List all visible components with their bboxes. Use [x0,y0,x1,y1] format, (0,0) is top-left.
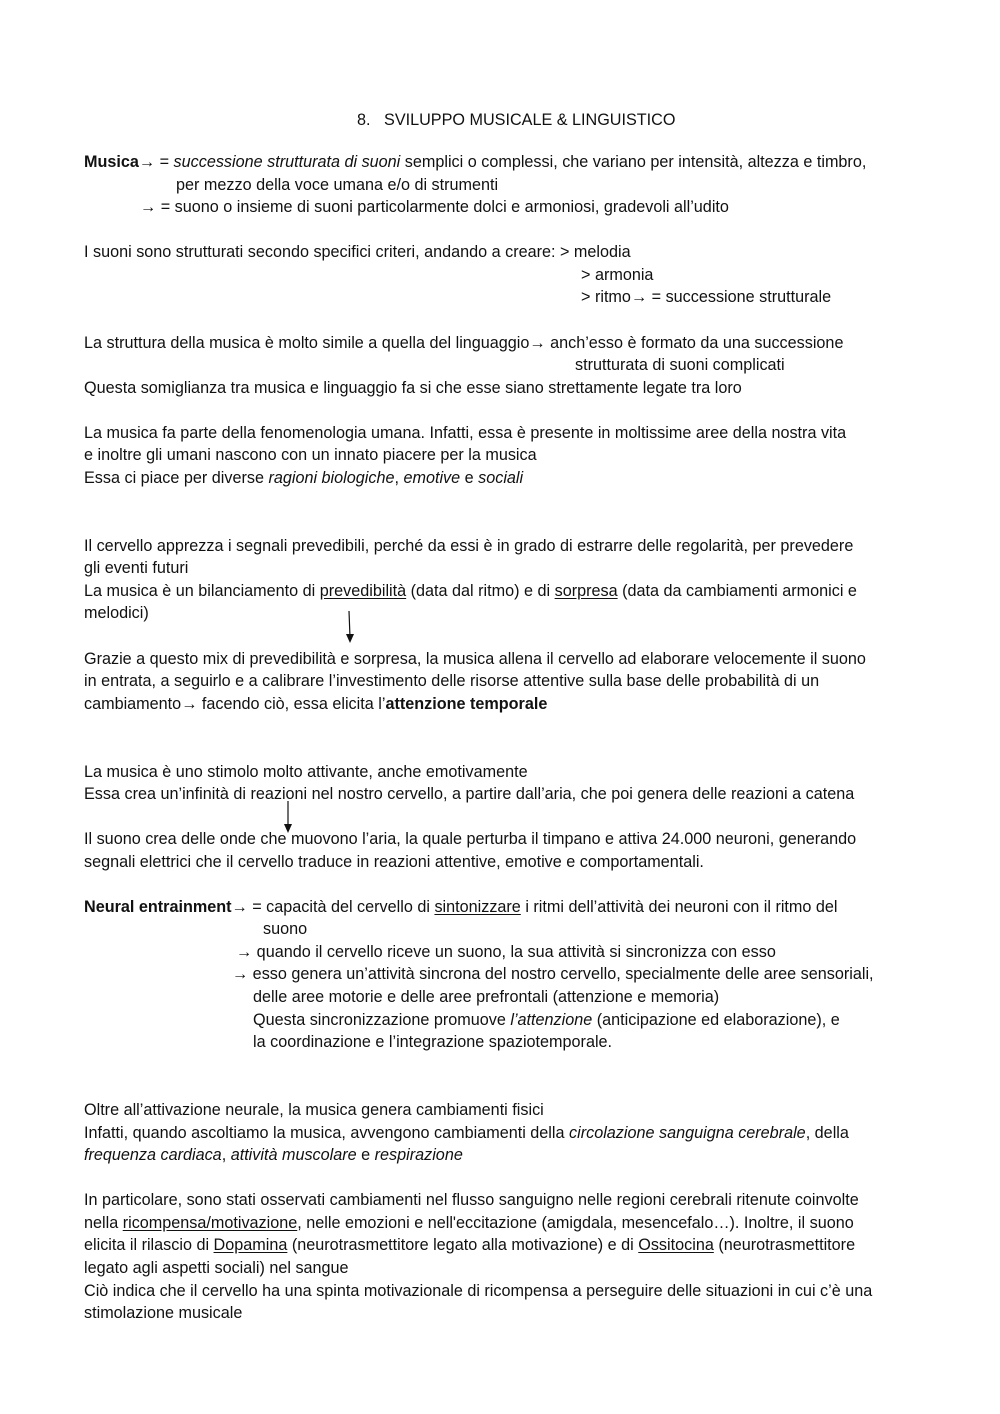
text: Infatti, quando ascoltiamo la musica, avvengono cambiamenti della [84,1124,570,1142]
text: , [221,1146,231,1164]
underlined-term: prevedibilità [319,582,407,600]
emphasis: ragioni biologiche [268,469,395,487]
grazie-line-1: Grazie a questo mix di prevedibilità e sorpresa, la musica allena il cervello ad elaborare velocemente il suono [84,650,866,668]
text: (data dal ritmo) e di [406,582,555,600]
stimolo-line-1: La musica è uno stimolo molto attivante, anche emotivamente [84,763,528,781]
emphasis: emotive [403,469,461,487]
emphasis: frequenza cardiaca [84,1146,222,1164]
criteri-line-3 [581,286,831,309]
grazie-line-2: in entrata, a seguirlo e a calibrare l’investimento delle risorse attentive sulla base delle probabilità di un [84,672,820,690]
emphasis: attività muscolare [230,1146,357,1164]
text: = [159,153,174,171]
neural-line-7: la coordinazione e l’integrazione spaziotemporale. [253,1033,613,1051]
neural-line-4 [232,963,874,986]
musica-term: Musica [84,153,139,171]
arrow-right-icon: → [236,943,253,961]
neural-line-3 [236,941,776,964]
text: (anticipazione ed elaborazione), e [592,1011,840,1029]
text: esso genera un’attività sincrona del nostro cervello, specialmente delle aree sensoriali, [248,965,874,983]
particolare-line-1: In particolare, sono stati osservati cambiamenti nel flusso sanguigno nelle regioni cerebrali ritenute coinvolte [84,1191,859,1209]
grazie-line-3 [84,693,547,716]
text: , [394,469,404,487]
particolare-line-5: Ciò indica che il cervello ha una spinta motivazionale di ricompensa a perseguire delle situazioni in cui c’è una [84,1282,873,1300]
emphasis: l’attenzione [510,1011,593,1029]
text: (neurotrasmettitore [713,1236,856,1254]
text: (neurotrasmettitore legato alla motivazione) e di [287,1236,639,1254]
neural-line-6 [253,1009,840,1032]
cervello-line-2: gli eventi futuri [84,559,189,577]
text: , nelle emozioni e nell'eccitazione (amigdala, mesencefalo…). Inoltre, il suono [297,1214,854,1232]
neural-term: Neural entrainment [84,898,232,916]
cervello-line-4: melodici) [84,604,149,622]
text: quando il cervello riceve un suono, la sua attività si sincronizza con esso [252,943,776,961]
underlined-term: sintonizzare [434,898,521,916]
musica-def-line-3 [140,196,729,219]
text: La struttura della musica è molto simile a quella del linguaggio [84,334,530,352]
onde-line-1: Il suono crea delle onde che muovono l’aria, la quale perturba il timpano e attiva 24.000 neuroni, generando [84,830,857,848]
struttura-line-3: Questa somiglianza tra musica e linguaggio fa si che esse siano strettamente legate tra loro [84,379,742,397]
particolare-line-4: legato agli aspetti sociali) nel sangue [84,1259,349,1277]
neural-line-5: delle aree motorie e delle aree prefrontali (attenzione e memoria) [253,988,720,1006]
criteri-line-2: > armonia [581,266,654,284]
text: facendo ciò, essa elicita l’ [197,695,386,713]
underlined-term: sorpresa [554,582,618,600]
struttura-line-2: strutturata di suoni complicati [575,356,785,374]
particolare-line-3 [84,1234,855,1257]
onde-line-2: segnali elettrici che il cervello traduce in reazioni attentive, emotive e comportamentali. [84,853,704,871]
fisici-line-1: Oltre all’attivazione neurale, la musica genera cambiamenti fisici [84,1101,544,1119]
underlined-term: Ossitocina [638,1236,714,1254]
text: e [460,469,479,487]
stimolo-line-2: Essa crea un’infinità di reazioni nel nostro cervello, a partire dall’aria, che poi genera delle reazioni a catena [84,785,855,803]
emphasis: respirazione [374,1146,463,1164]
underlined-term: ricompensa/motivazione [122,1214,298,1232]
criteri-line-1: I suoni sono strutturati secondo specifici criteri, andando a creare: > melodia [84,243,631,261]
emphasis: sociali [478,469,524,487]
cervello-line-1: Il cervello apprezza i segnali prevedibili, perché da essi è in grado di estrarre delle regolarità, per prevedere [84,537,854,555]
struttura-line-1 [84,332,843,355]
text: e [356,1146,375,1164]
text: = capacità del cervello di [247,898,435,916]
text: Essa ci piace per diverse [84,469,269,487]
particolare-line-2 [84,1212,854,1235]
neural-line-2: suono [263,920,308,938]
particolare-line-6: stimolazione musicale [84,1304,243,1322]
text: nella [84,1214,123,1232]
arrow-right-icon: → [232,965,249,983]
fisici-line-3 [84,1144,463,1167]
arrow-down-icon [343,610,357,644]
emphasis: circolazione sanguigna cerebrale [569,1124,806,1142]
text: La musica è un bilanciamento di [84,582,320,600]
text: = successione strutturale [647,288,832,306]
underlined-term: Dopamina [213,1236,288,1254]
musica-def-line-1 [84,151,866,174]
text: anch’esso è formato da una successione [545,334,844,352]
arrow-right-icon: → [630,288,648,306]
section-heading [357,109,675,132]
text: semplici o complessi, che variano per intensità, altezza e timbro, [400,153,867,171]
musica-def-line-2: per mezzo della voce umana e/o di strumenti [176,176,499,194]
text: > ritmo [581,288,631,306]
heading-number: 8. [357,111,371,129]
text: = suono o insieme di suoni particolarmente dolci e armoniosi, gradevoli all’udito [160,198,729,216]
text: elicita il rilascio di [84,1236,214,1254]
heading-title: SVILUPPO MUSICALE & LINGUISTICO [384,111,676,129]
text: Questa sincronizzazione promuove [253,1011,511,1029]
emphasis: successione strutturata di suoni [173,153,401,171]
fenomenologia-line-3 [84,467,523,490]
fenomenologia-line-1: La musica fa parte della fenomenologia umana. Infatti, essa è presente in moltissime aree della nostra vita [84,424,847,442]
arrow-right-icon: → [181,695,198,713]
fenomenologia-line-2: e inoltre gli umani nascono con un innato piacere per la musica [84,446,537,464]
text: (data da cambiamenti armonici e [617,582,857,600]
bold-term: attenzione temporale [385,695,548,713]
text: i ritmi dell’attività dei neuroni con il ritmo del [520,898,838,916]
arrow-right-icon: → [138,153,156,171]
neural-line-1 [84,896,838,919]
cervello-line-3 [84,580,857,603]
text: cambiamento [84,695,182,713]
arrow-right-icon: → [140,198,157,216]
arrow-right-icon: → [529,334,546,352]
arrow-right-icon: → [231,898,248,916]
text: , della [805,1124,849,1142]
fisici-line-2 [84,1122,849,1145]
